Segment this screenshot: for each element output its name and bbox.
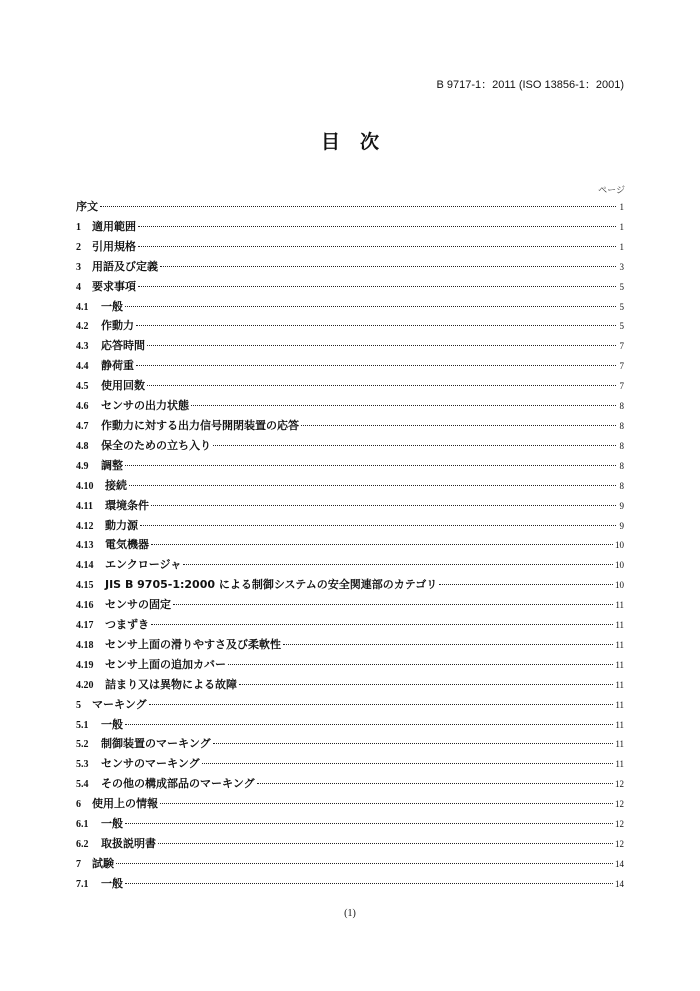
toc-entry[interactable] xyxy=(76,735,624,755)
toc-entry-number: 6.2 xyxy=(76,839,89,850)
dot-leader xyxy=(202,763,614,764)
toc-entry-page: 8 xyxy=(619,440,624,451)
toc-entry[interactable] xyxy=(76,855,624,875)
toc-entry-title: 用語及び定義 xyxy=(92,259,158,273)
toc-entry-title: エンクロージャ xyxy=(105,558,182,572)
toc-entry[interactable] xyxy=(76,835,624,855)
toc-entry-page: 11 xyxy=(615,639,624,650)
toc-entry-page: 14 xyxy=(615,858,624,869)
toc-entry-page: 1 xyxy=(619,202,624,212)
toc-entry-number: 4.6 xyxy=(76,401,89,413)
toc-entry-title: 詰まり又は異物による故障 xyxy=(105,677,237,691)
dot-leader xyxy=(301,425,616,426)
toc-entry-page: 11 xyxy=(615,600,624,611)
toc-entry-page: 11 xyxy=(615,679,624,690)
toc-entry-page: 9 xyxy=(619,500,624,511)
toc-entry-number: 4.10 xyxy=(76,480,94,492)
toc-entry-number: 4.17 xyxy=(76,620,94,632)
toc-entry-title: 環境条件 xyxy=(105,498,149,512)
toc-entry-title: センサの固定 xyxy=(105,598,171,612)
toc-entry-title: 適用範囲 xyxy=(92,219,136,233)
dot-leader xyxy=(129,485,616,486)
toc-entry-title: センサの出力状態 xyxy=(101,399,189,413)
toc-entry-page: 5 xyxy=(619,281,624,292)
toc-entry-number: 6 xyxy=(76,799,81,811)
toc-entry[interactable] xyxy=(76,576,624,596)
toc-entry-page: 8 xyxy=(619,401,624,412)
toc-entry[interactable] xyxy=(76,497,624,517)
toc-entry[interactable] xyxy=(76,775,624,795)
dot-leader xyxy=(147,345,616,346)
toc-entry-title: マーキング xyxy=(92,697,147,711)
toc-entry-number: 4.2 xyxy=(76,321,89,333)
toc-entry-page: 11 xyxy=(615,659,624,670)
toc-entry-page: 11 xyxy=(615,719,624,730)
dot-leader xyxy=(151,544,613,545)
toc-entry-page: 11 xyxy=(615,699,624,710)
toc-entry[interactable] xyxy=(76,517,624,537)
toc-entry-number: 5.2 xyxy=(76,739,89,751)
dot-leader xyxy=(283,644,613,645)
toc-entry-number: 4.11 xyxy=(76,500,93,512)
dot-leader xyxy=(173,604,613,605)
toc-entry[interactable] xyxy=(76,417,624,437)
dot-leader xyxy=(140,525,616,526)
toc-entry-title: 制御装置のマーキング xyxy=(101,737,211,751)
toc-entry[interactable] xyxy=(76,875,624,895)
toc-entry-number: 5 xyxy=(76,699,81,711)
dot-leader xyxy=(125,883,613,884)
toc-entry-number: 7.1 xyxy=(76,878,89,890)
dot-leader xyxy=(151,505,616,506)
toc-entry[interactable] xyxy=(76,636,624,656)
toc-entry[interactable] xyxy=(76,556,624,576)
toc-entry-title: つまずき xyxy=(105,618,149,632)
document-code: B 9717-1：2011 (ISO 13856-1：2001) xyxy=(436,79,624,91)
toc-entry-page: 3 xyxy=(619,261,624,272)
toc-entry-title: 作動力に対する出力信号開閉装置の応答 xyxy=(101,418,299,432)
dot-leader xyxy=(151,624,613,625)
dot-leader xyxy=(136,365,616,366)
dot-leader xyxy=(138,246,616,247)
toc-entry-number: 5.3 xyxy=(76,759,89,771)
toc-entry[interactable] xyxy=(76,477,624,497)
toc-entry-title: 試験 xyxy=(92,856,114,870)
toc-entry[interactable] xyxy=(76,357,624,377)
toc-entry[interactable] xyxy=(76,536,624,556)
toc-entry[interactable] xyxy=(76,198,624,218)
dot-leader xyxy=(136,325,616,326)
toc-entry-title: 静荷重 xyxy=(101,359,134,373)
toc-entry-number: 4.16 xyxy=(76,600,94,612)
toc-entry[interactable] xyxy=(76,278,624,298)
toc-entry-title: 序文 xyxy=(76,200,98,213)
toc-entry-title: 引用規格 xyxy=(92,239,136,253)
toc-entry-page: 14 xyxy=(615,878,624,889)
toc-entry-page: 8 xyxy=(619,480,624,491)
dot-leader xyxy=(125,823,613,824)
toc-entry-title: JIS B 9705-1:2000 による制御システムの安全関連部のカテゴリ xyxy=(105,578,438,592)
toc-entry[interactable] xyxy=(76,616,624,636)
dot-leader xyxy=(191,405,616,406)
toc-entry-page: 7 xyxy=(619,381,624,392)
table-of-contents xyxy=(76,198,624,895)
toc-entry-page: 12 xyxy=(615,779,624,790)
toc-entry[interactable] xyxy=(76,258,624,278)
toc-entry[interactable] xyxy=(76,377,624,397)
toc-entry-title: 使用回数 xyxy=(101,379,145,393)
toc-entry-page: 7 xyxy=(619,361,624,372)
toc-entry-page: 7 xyxy=(619,341,624,352)
toc-entry[interactable] xyxy=(76,676,624,696)
dot-leader xyxy=(149,704,614,705)
toc-entry-number: 4.15 xyxy=(76,580,94,592)
toc-entry-number: 4 xyxy=(76,281,81,293)
toc-entry-number: 4.19 xyxy=(76,659,94,671)
dot-leader xyxy=(160,266,616,267)
toc-entry-title: 一般 xyxy=(101,299,123,313)
toc-entry-number: 4.1 xyxy=(76,301,89,313)
toc-entry-title: 電気機器 xyxy=(105,538,149,552)
toc-entry-page: 11 xyxy=(615,739,624,750)
dot-leader xyxy=(213,743,614,744)
toc-entry-page: 9 xyxy=(619,520,624,531)
toc-entry-page: 8 xyxy=(619,420,624,431)
toc-entry[interactable] xyxy=(76,795,624,815)
dot-leader xyxy=(239,684,613,685)
toc-entry-page: 11 xyxy=(615,759,624,770)
toc-entry-number: 4.7 xyxy=(76,420,89,432)
toc-entry[interactable] xyxy=(76,596,624,616)
toc-entry-title: 使用上の情報 xyxy=(92,797,158,811)
toc-entry[interactable] xyxy=(76,815,624,835)
toc-entry-page: 1 xyxy=(619,241,624,252)
toc-entry[interactable] xyxy=(76,716,624,736)
toc-entry-page: 10 xyxy=(615,560,624,571)
dot-leader xyxy=(125,724,613,725)
toc-entry-title: センサ上面の滑りやすさ及び柔軟性 xyxy=(105,637,281,651)
toc-entry-title: 要求事項 xyxy=(92,279,136,293)
toc-entry-page: 5 xyxy=(619,321,624,332)
toc-entry-title: センサ上面の追加カバー xyxy=(105,657,226,671)
toc-entry-title: 取扱説明書 xyxy=(101,837,156,850)
toc-entry-page: 11 xyxy=(615,620,624,631)
toc-entry-title: その他の構成部品のマーキング xyxy=(101,777,255,791)
dot-leader xyxy=(100,206,616,207)
dot-leader xyxy=(138,226,616,227)
toc-entry-number: 4.12 xyxy=(76,520,94,532)
toc-entry-number: 4.8 xyxy=(76,440,89,452)
toc-entry-title: 一般 xyxy=(101,717,123,731)
toc-entry-number: 4.20 xyxy=(76,679,94,691)
toc-entry-page: 1 xyxy=(619,221,624,232)
toc-entry-number: 4.18 xyxy=(76,639,94,651)
toc-entry-title: 動力源 xyxy=(105,518,138,532)
toc-entry-page: 12 xyxy=(615,839,624,849)
toc-entry[interactable] xyxy=(76,755,624,775)
toc-entry-page: 12 xyxy=(615,819,624,830)
toc-entry-number: 4.9 xyxy=(76,460,89,472)
toc-entry[interactable] xyxy=(76,218,624,238)
toc-entry-title: 接続 xyxy=(105,478,127,492)
dot-leader xyxy=(439,584,613,585)
toc-entry-title: 調整 xyxy=(101,458,123,472)
toc-entry[interactable] xyxy=(76,656,624,676)
dot-leader xyxy=(228,664,613,665)
toc-entry[interactable] xyxy=(76,696,624,716)
toc-entry-number: 2 xyxy=(76,241,81,253)
toc-title: 目次 xyxy=(320,131,399,153)
toc-entry-title: センサのマーキング xyxy=(101,757,200,771)
page-column-label: ページ xyxy=(598,186,625,196)
toc-entry-number: 3 xyxy=(76,261,81,273)
toc-entry-number: 4.13 xyxy=(76,540,94,552)
toc-entry-number: 7 xyxy=(76,858,81,870)
toc-entry[interactable] xyxy=(76,437,624,457)
toc-entry-number: 6.1 xyxy=(76,819,89,831)
toc-entry-number: 1 xyxy=(76,221,81,233)
toc-entry[interactable] xyxy=(76,337,624,357)
toc-entry[interactable] xyxy=(76,298,624,318)
toc-entry[interactable] xyxy=(76,457,624,477)
dot-leader xyxy=(138,286,616,287)
toc-entry-title: 一般 xyxy=(101,876,123,890)
page-number: (1) xyxy=(344,908,356,919)
dot-leader xyxy=(257,783,613,784)
toc-entry-number: 4.14 xyxy=(76,560,94,572)
dot-leader xyxy=(125,306,616,307)
dot-leader xyxy=(147,385,616,386)
toc-entry-number: 4.4 xyxy=(76,361,89,373)
toc-entry-number: 5.1 xyxy=(76,719,89,731)
toc-entry[interactable] xyxy=(76,397,624,417)
toc-entry-page: 5 xyxy=(619,301,624,312)
dot-leader xyxy=(183,564,613,565)
dot-leader xyxy=(116,863,613,864)
toc-entry-title: 一般 xyxy=(101,817,123,831)
toc-entry-page: 8 xyxy=(619,460,624,471)
toc-entry-page: 10 xyxy=(615,580,624,591)
toc-entry-number: 5.4 xyxy=(76,779,89,791)
toc-entry-page: 10 xyxy=(615,540,624,551)
toc-entry-page: 12 xyxy=(615,799,624,810)
toc-entry[interactable] xyxy=(76,317,624,337)
toc-entry-title: 作動力 xyxy=(101,319,134,333)
toc-entry[interactable] xyxy=(76,238,624,258)
dot-leader xyxy=(160,803,613,804)
toc-entry-title: 保全のための立ち入り xyxy=(101,438,211,452)
dot-leader xyxy=(125,465,616,466)
toc-entry-number: 4.5 xyxy=(76,381,89,393)
dot-leader xyxy=(213,445,616,446)
toc-entry-title: 応答時間 xyxy=(101,339,145,353)
dot-leader xyxy=(158,843,613,844)
toc-entry-number: 4.3 xyxy=(76,341,89,353)
